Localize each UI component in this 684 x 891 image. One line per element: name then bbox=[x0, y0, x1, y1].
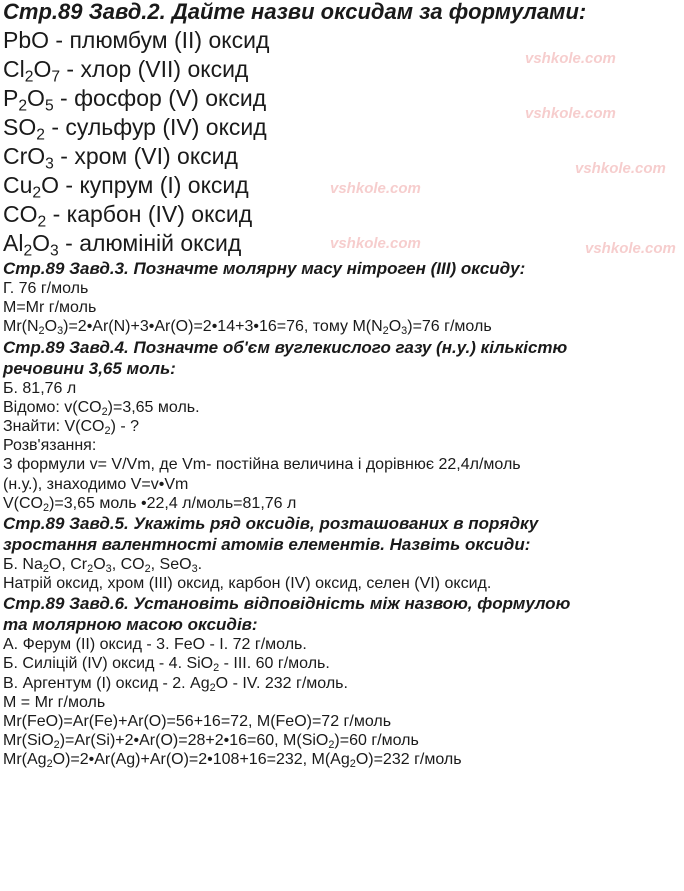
answer-line: Б. $Na_2O$, $Cr_2O_3$, $CO_2$, SeO$_3$. bbox=[3, 555, 203, 575]
subscript: 2 bbox=[32, 184, 42, 202]
subscript: 2 bbox=[87, 562, 94, 575]
task5-section bbox=[3, 513, 681, 593]
answer-line: Натрій оксид, хром (ІІІ) оксид, карбон (IV) оксид, селен (VI) оксид. bbox=[3, 575, 492, 593]
subscript: 2 bbox=[24, 68, 34, 86]
task6-title: та молярною масою оксидів: bbox=[3, 615, 258, 635]
answer-line: В. Аргентум (І) оксид - 2. $Ag_2O$ - IV. 232 г/моль. bbox=[3, 674, 348, 694]
answer-line: $Mr(Ag_2O)=2•Ar(Ag)+Ar(O)=2•108+16=232$, $M(Ag_2O)=232$ г/моль bbox=[3, 751, 462, 771]
watermark-logo: vshkole.com bbox=[575, 160, 666, 177]
subscript: 2 bbox=[18, 97, 28, 115]
subscript: 3 bbox=[57, 325, 64, 338]
subscript: 2 bbox=[53, 739, 60, 752]
watermark-logo: vshkole.com bbox=[525, 50, 616, 67]
document-page bbox=[3, 0, 681, 770]
subscript: 2 bbox=[104, 424, 111, 437]
subscript: 2 bbox=[328, 739, 335, 752]
answer-line: Знайти: $V(CO_2)$ - ? bbox=[3, 417, 140, 437]
subscript: 2 bbox=[101, 405, 108, 418]
answer-line: $Mr(N_2O_3)=2•Ar(N)+3•Ar(O)=2•14+3•16=76$, тому $M(N_2O_3)=76$ г/моль bbox=[3, 318, 492, 338]
subscript: 3 bbox=[45, 155, 54, 173]
formula-line: $CO_2$ - карбон (IV) оксид bbox=[3, 201, 253, 231]
answer-line: Б. Силіцій (IV) оксид - 4. SiO$_2$ - III. 60 г/моль. bbox=[3, 655, 330, 675]
watermark-logo: vshkole.com bbox=[585, 240, 676, 257]
subscript: 3 bbox=[191, 562, 198, 575]
task6-title: Стр.89 Завд.6. Установіть відповідність між назвою, формулою bbox=[3, 594, 571, 614]
formula-line: $Cu_2O$ - купрум (I) оксид bbox=[3, 172, 249, 202]
subscript: 2 bbox=[23, 242, 33, 260]
subscript: 2 bbox=[209, 681, 216, 694]
subscript: 2 bbox=[43, 501, 50, 514]
answer-line: З формули v= V/Vm, де Vm- постійна величина і дорівнює 22,4л/моль bbox=[3, 456, 521, 474]
task4-section bbox=[3, 337, 681, 513]
subscript: 2 bbox=[382, 325, 389, 338]
answer-line: $V(CO_2)=3,65$ моль •22,4 л/моль=81,76 л bbox=[3, 494, 297, 514]
answer-line: Mr(FeO)=Ar(Fe)+Ar(O)=56+16=72, M(FeO)=72 г/моль bbox=[3, 713, 392, 730]
answer-line: M = Mr г/моль bbox=[3, 693, 106, 711]
task6-section bbox=[3, 593, 681, 769]
answer-line: Mr(SiO$_2$)=Ar(Si)+2•Ar(O)=28+2•16=60, M(SiO$_2$)=60 г/моль bbox=[3, 732, 419, 752]
subscript: 2 bbox=[37, 213, 47, 231]
task2-title: Стр.89 Завд.2. Дайте назви оксидам за формулами: bbox=[3, 0, 587, 24]
answer-line: (н.у.), знаходимо V=v•Vm bbox=[3, 475, 189, 493]
task4-title: речовини 3,65 моль: bbox=[3, 358, 176, 378]
watermark-logo: vshkole.com bbox=[330, 180, 421, 197]
subscript: 2 bbox=[46, 758, 53, 771]
formula-line: CrO$_3$ - хром (VI) оксид bbox=[3, 143, 238, 173]
subscript: 5 bbox=[44, 97, 54, 115]
subscript: 2 bbox=[38, 325, 45, 338]
subscript: 3 bbox=[105, 562, 112, 575]
subscript: 3 bbox=[401, 325, 408, 338]
task3-section bbox=[3, 258, 681, 337]
answer-line: Розв'язання: bbox=[3, 437, 97, 455]
answer-line: Б. 81,76 л bbox=[3, 379, 77, 397]
task5-title: зростання валентності атомів елементів. Назвіть оксиди: bbox=[3, 534, 531, 554]
formula-line: PbO - плюмбум (II) оксид bbox=[3, 27, 270, 53]
task2-section bbox=[3, 0, 681, 258]
subscript: 3 bbox=[50, 242, 59, 260]
subscript: 2 bbox=[42, 562, 49, 575]
answer-line: Г. 76 г/моль bbox=[3, 280, 89, 297]
formula-line: $SO_2$ - сульфур (IV) оксид bbox=[3, 114, 267, 144]
formula-line: $Al_2O_3$ - алюміній оксид bbox=[3, 230, 242, 260]
subscript: 7 bbox=[51, 68, 61, 86]
answer-line: Відомо: $v(CO_2)=3,65$ моль. bbox=[3, 398, 200, 418]
task4-title: Стр.89 Завд.4. Позначте об'єм вуглекислого газу (н.у.) кількістю bbox=[3, 337, 568, 357]
watermark-logo: vshkole.com bbox=[525, 105, 616, 122]
subscript: 2 bbox=[349, 758, 356, 771]
subscript: 2 bbox=[36, 126, 45, 144]
task3-title: Стр.89 Завд.3. Позначте молярну масу нітроген (ІІІ) оксиду: bbox=[3, 259, 526, 278]
answer-line: А. Ферум (ІІ) оксид - 3. FeO - I. 72 г/моль. bbox=[3, 636, 307, 654]
answer-line: M=Mr г/моль bbox=[3, 299, 97, 317]
subscript: 2 bbox=[144, 562, 151, 575]
watermark-logo: vshkole.com bbox=[330, 235, 421, 252]
formula-line: $Cl_2O_7$ - хлор (VII) оксид bbox=[3, 56, 249, 86]
subscript: 2 bbox=[213, 662, 220, 675]
formula-line: $P_2O_5$ - фосфор (V) оксид bbox=[3, 85, 267, 115]
task5-title: Стр.89 Завд.5. Укажіть ряд оксидів, розташованих в порядку bbox=[3, 513, 539, 533]
